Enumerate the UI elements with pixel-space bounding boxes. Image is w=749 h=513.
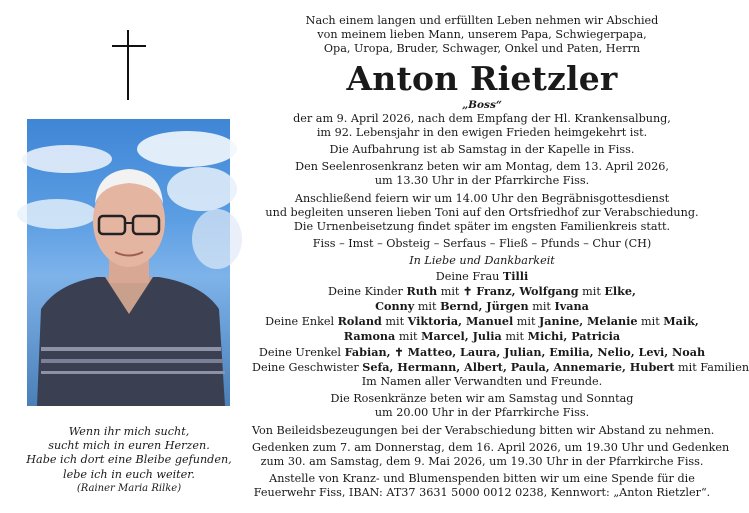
donation-line: Anstelle von Kranz- und Blumenspenden bitten wir um eine Spende für die [269, 472, 695, 486]
grandchildren-line: Deine Enkel Roland mit Viktoria, Manuel mit Janine, Melanie mit Maik, [265, 314, 699, 329]
nickname: „Boss“ [462, 98, 502, 111]
children-line: Conny mit Bernd, Jürgen mit Ivana [375, 299, 589, 314]
funeral-line: und begleiten unseren lieben Toni auf den Ortsfriedhof zur Verabschiedung. [265, 205, 699, 219]
quote-line: Habe ich dort eine Bleibe gefunden, [26, 453, 232, 467]
quote-line: lebe ich in euch weiter. [63, 467, 195, 481]
death-line: der am 9. April 2026, nach dem Empfang der Hl. Krankensalbung, [293, 111, 671, 125]
deceased-name: Anton Rietzler [346, 58, 618, 98]
portrait-photo [27, 119, 230, 406]
quote-line: sucht mich in euren Herzen. [48, 439, 210, 453]
love-line: In Liebe und Dankbarkeit [409, 254, 555, 268]
quote-line: Wenn ihr mich sucht, [68, 425, 190, 438]
rosaries-line: Die Rosenkränze beten wir am Samstag und Sonntag [330, 392, 634, 406]
memorial-line: Gedenken zum 7. am Donnerstag, dem 16. April 2026, um 19.30 Uhr und Gedenken [252, 440, 730, 454]
death-line: im 92. Lebensjahr in den ewigen Frieden heimgekehrt ist. [316, 125, 648, 139]
children-line: Deine Kinder Ruth mit ✝ Franz, Wolfgang mit Elke, [328, 283, 636, 298]
donation-line: Feuerwehr Fiss, IBAN: AT37 3631 5000 0012 0238, Kennwort: „Anton Rietzler“. [253, 486, 711, 500]
intro-line: Opa, Uropa, Bruder, Schwager, Onkel und Paten, Herrn [323, 42, 641, 56]
great-grandchildren-line: Deine Urenkel Fabian, ✝ Matteo, Laura, Julian, Emilia, Nelio, Levi, Noah [258, 344, 706, 359]
funeral-line: Anschließend feiern wir um 14.00 Uhr den Begräbnisgottesdienst [294, 191, 670, 205]
wife-line: Deine Frau Tilli [435, 268, 529, 283]
obituary-text [252, 14, 749, 501]
funeral-line: Die Urnenbeisetzung findet später im engsten Familienkreis statt. [293, 220, 671, 234]
viewing-line: Die Aufbahrung ist ab Samstag in der Kapelle in Fiss. [329, 143, 635, 157]
intro-line: von meinem lieben Mann, unserem Papa, Schwiegerpapa, [317, 28, 647, 42]
rosaries-line: um 20.00 Uhr in der Pfarrkirche Fiss. [374, 406, 590, 420]
quote-author: (Rainer Maria Rilke) [76, 483, 182, 494]
memorial-line: zum 30. am Samstag, dem 9. Mai 2026, um 19.30 Uhr in der Pfarrkirche Fiss. [260, 455, 704, 469]
places-line: Fiss – Imst – Obsteig – Serfaus – Fließ – Pfunds – Chur (CH) [312, 237, 652, 251]
siblings-line: Deine Geschwister Sefa, Hermann, Albert, Paula, Annemarie, Hubert mit Familien [252, 359, 749, 374]
cross-icon [112, 30, 146, 100]
rosary-line: um 13.30 Uhr in der Pfarrkirche Fiss. [374, 174, 590, 188]
quote [18, 425, 240, 482]
portrait-illustration [27, 119, 230, 406]
grandchildren-line: Ramona mit Marcel, Julia mit Michi, Patricia [343, 329, 621, 344]
relatives-line: Im Namen aller Verwandten und Freunde. [361, 375, 603, 389]
rosary-line: Den Seelenrosenkranz beten wir am Montag, dem 13. April 2026, [295, 160, 669, 174]
condolence-line: Von Beileidsbezeugungen bei der Verabschiedung bitten wir Abstand zu nehmen. [252, 423, 715, 437]
intro-line: Nach einem langen und erfüllten Leben nehmen wir Abschied [305, 14, 659, 27]
